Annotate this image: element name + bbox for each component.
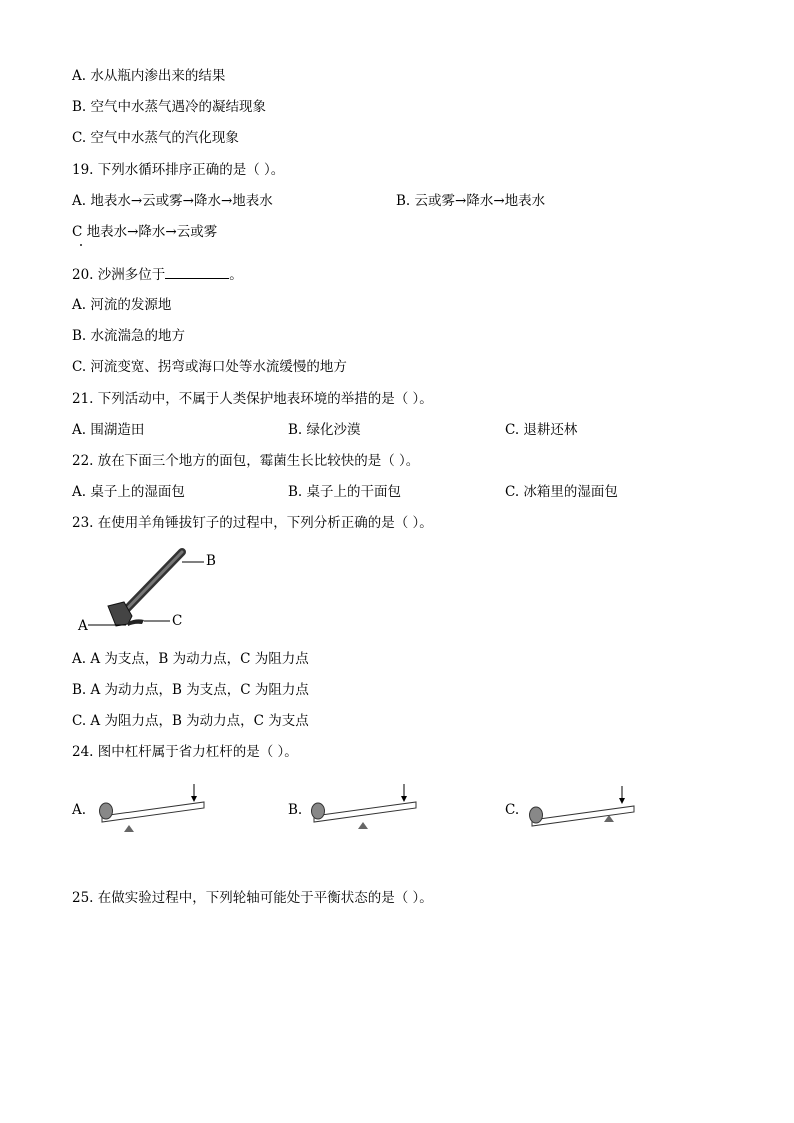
- q22-option-b: B. 桌子上的干面包: [288, 484, 402, 500]
- lever-a-figure: [96, 780, 208, 836]
- q24-option-a-label: A.: [72, 802, 87, 818]
- q21-option-a: A. 围湖造田: [72, 422, 145, 438]
- lever-b-diagram: [308, 780, 420, 836]
- lever-c-figure: [526, 784, 638, 840]
- q18-option-c: C. 空气中水蒸气的汽化现象: [72, 130, 239, 146]
- q20-option-a: A. 河流的发源地: [72, 297, 172, 313]
- lever-b-figure: [308, 780, 420, 836]
- stray-dot: [80, 244, 82, 246]
- q20-option-c: C. 河流变宽、拐弯或海口处等水流缓慢的地方: [72, 359, 347, 375]
- q20-question: [72, 265, 243, 284]
- q24-option-b-label: B.: [288, 802, 303, 818]
- q22-question: 22. 放在下面三个地方的面包，霉菌生长比较快的是（ ）。: [72, 453, 420, 469]
- q21-option-c: C. 退耕还林: [505, 422, 578, 438]
- q21-question: 21. 下列活动中，不属于人类保护地表环境的举措的是（ ）。: [72, 391, 433, 407]
- q23-option-a: A. A 为支点，B 为动力点，C 为阻力点: [72, 651, 309, 667]
- hammer-label-b: B: [206, 553, 216, 569]
- q23-question: 23. 在使用羊角锤拔钉子的过程中，下列分析正确的是（ ）。: [72, 515, 433, 531]
- q20-question-prefix: 20. 沙洲多位于: [72, 267, 166, 283]
- q19-question: 19. 下列水循环排序正确的是（ ）。: [72, 162, 285, 178]
- hammer-label-c: C: [172, 613, 183, 629]
- q20-option-b: B. 水流湍急的地方: [72, 328, 186, 344]
- q21-option-b: B. 绿化沙漠: [288, 422, 361, 438]
- q19-option-b: B. 云或雾→降水→地表水: [396, 193, 546, 209]
- q23-option-b: B. A 为动力点，B 为支点，C 为阻力点: [72, 682, 309, 698]
- q18-option-a: A. 水从瓶内渗出来的结果: [72, 68, 226, 84]
- q18-option-b: B. 空气中水蒸气遇冷的凝结现象: [72, 99, 267, 115]
- hammer-label-a: A: [78, 618, 88, 634]
- q19-option-c: C 地表水→降水→云或雾: [72, 224, 218, 240]
- q24-question: 24. 图中杠杆属于省力杠杆的是（ ）。: [72, 744, 298, 760]
- q24-option-c-label: C.: [505, 802, 520, 818]
- q22-option-c: C. 冰箱里的湿面包: [505, 484, 618, 500]
- q20-answer-blank: [165, 265, 229, 279]
- q20-question-suffix: 。: [229, 267, 243, 283]
- q19-option-a: A. 地表水→云或雾→降水→地表水: [72, 193, 273, 209]
- q23-option-c: C. A 为阻力点，B 为动力点，C 为支点: [72, 713, 309, 729]
- claw-hammer-figure: [72, 544, 232, 636]
- lever-c-diagram: [526, 784, 638, 840]
- lever-a-diagram: [96, 780, 208, 836]
- q25-question: 25. 在做实验过程中，下列轮轴可能处于平衡状态的是（ ）。: [72, 890, 433, 906]
- q22-option-a: A. 桌子上的湿面包: [72, 484, 185, 500]
